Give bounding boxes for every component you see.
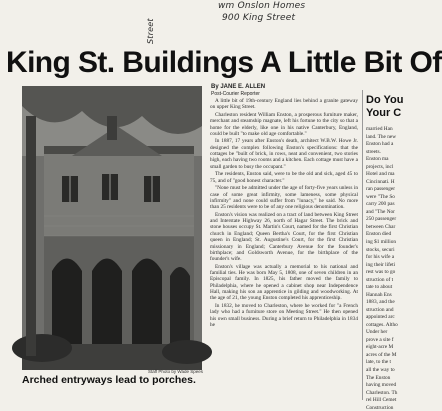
photo-caption: Arched entryways lead to porches. <box>22 374 196 386</box>
sidebar-line: tate to about <box>366 284 393 291</box>
sidebar-line: ing $1 million <box>366 238 397 245</box>
sidebar-line: rest was to go <box>366 269 396 276</box>
building-photo-illustration <box>22 86 202 370</box>
sidebar-line: 250 passenger <box>366 216 397 223</box>
handwritten-note-line-2: 900 King Street <box>222 13 296 23</box>
sidebar-line: all the way to <box>366 367 395 373</box>
sidebar-line: Construction <box>366 404 394 411</box>
building-photo <box>22 86 202 370</box>
sidebar-headline-line-1: Do You <box>366 94 404 106</box>
sidebar-headline <box>366 94 403 120</box>
sidebar-line: struction of t <box>366 276 394 283</box>
sidebar-line: between Char <box>366 223 396 230</box>
article-paragraph: "None must be admitted under the age of forty-five years unless in case of some great infirmity, some lameness, some physical infirmity" and none could suffer from "lunacy," he said. No more than 25 residents were to be of any one religious denomination. <box>210 185 358 211</box>
sidebar-line: Enston ma <box>366 156 389 163</box>
sidebar-line: rel Hill Cemet <box>366 397 397 404</box>
sidebar-line: streets. <box>366 148 381 155</box>
sidebar-line: Hannah Ens <box>366 291 392 298</box>
sidebar-line: 1883, and the <box>366 299 395 306</box>
handwritten-note-line-1: wm Onslon Homes <box>218 1 306 11</box>
article-body <box>210 98 358 400</box>
article-paragraph: In 1887, 17 years after Enston's death, architect W.B.W. Howe Jr. designed the complex following Enston's specifications: that the cottages be "built of brick, in rows, neat and convenient, two stories high, each having two rooms and a kitchen. Each cottage must have a small garden to busy the occupant." <box>210 138 358 170</box>
sidebar-line: prove a site f <box>366 336 394 343</box>
sidebar-line: were "The So <box>366 193 395 200</box>
sidebar-headline-line-2: Your C <box>366 107 402 119</box>
column-divider <box>362 90 363 400</box>
sidebar-line: and "The Nor <box>366 208 395 215</box>
byline <box>211 84 265 98</box>
sidebar-line: stocks, securi <box>366 246 395 253</box>
headline: King St. Buildings A Little Bit Of <box>6 46 442 79</box>
sidebar-line: having moved <box>366 382 397 389</box>
sidebar-line: projects, incl <box>366 163 394 170</box>
article-paragraph: In 1832, he moved to Charleston, where he worked for "a French lady who had a furniture store on Meeting Street." He then opened his own small business. During a brief return to Philadelphia in 1834 he <box>210 302 358 328</box>
sidebar-line: late, to the t <box>366 359 392 366</box>
article-paragraph: The residents, Enston said, were to be the old and sick, aged 45 to 75, and of "good honest character." <box>210 171 358 184</box>
sidebar-line: The Enston <box>366 374 391 381</box>
sidebar-line: Enston had a <box>366 141 394 148</box>
article-paragraph: Charleston resident William Enston, a prosperous furniture maker, merchant and steamship magnate, left his fortune to the city so that a home for the elderly, like one in his native Canterbury, England, could be built "to make old age comfortable." <box>210 111 358 137</box>
byline-name: By JANE E. ALLEN <box>211 84 266 90</box>
sidebar-line: married Han <box>366 126 393 132</box>
sidebar-line: Charleston. Th <box>366 389 398 396</box>
handwritten-side-note: Street <box>146 18 155 44</box>
byline-role: Post-Courier Reporter <box>211 91 260 97</box>
sidebar-line: appointed arc <box>366 314 395 321</box>
sidebar-line: Cincinnati. H <box>366 178 395 185</box>
sidebar-line: carry 200 pas <box>366 201 395 208</box>
sidebar-line: land. The new <box>366 133 397 140</box>
sidebar-line: Under her <box>366 329 388 336</box>
sidebar-column <box>366 126 400 411</box>
sidebar-line: Hotel and ma <box>366 171 395 178</box>
sidebar-line: struction and <box>366 306 394 313</box>
sidebar-line: ing their lifeti <box>366 261 396 268</box>
sidebar-line: Enston died <box>366 231 392 238</box>
article-paragraph: Enston's village was actually a memorial to his national and familial ties. He was born May 5, 1808, one of seven children in an Episcopal family. In 1825, his father moved the family to Philadelphia, where he opened a cabinet shop near Independence Hall, making his son an apprentice in gilding and woodworking. At the age of 21, the young Enston completed his apprenticeship. <box>210 263 358 302</box>
sidebar-line: acres of the M <box>366 351 397 358</box>
sidebar-line: ran passenger <box>366 186 395 193</box>
article-paragraph: Enston's vision was realized on a tract of land between King Street and Interstate Highway 26, north of Hagar Street. The brick and stone houses occupy St. Martin's Court, named for the first Christian church in England; Queen Bertha's Court, for the first Christian queen in England; St. Augustine's Court, for the first Christian missionary in England; Canterbury Avenue for the founder's birthplace; and Goldsworth Avenue, for the birthplace of the founder's wife. <box>210 211 358 263</box>
sidebar-line: eight-acre M <box>366 344 394 351</box>
sidebar-line: cottages. Altho <box>366 321 398 328</box>
photo-credit: Staff Photo by Wade Spees <box>148 369 204 374</box>
article-paragraph: A little bit of 19th-century England lies behind a granite gateway on upper King Street. <box>210 98 358 111</box>
sidebar-line: for his wife a <box>366 254 395 261</box>
